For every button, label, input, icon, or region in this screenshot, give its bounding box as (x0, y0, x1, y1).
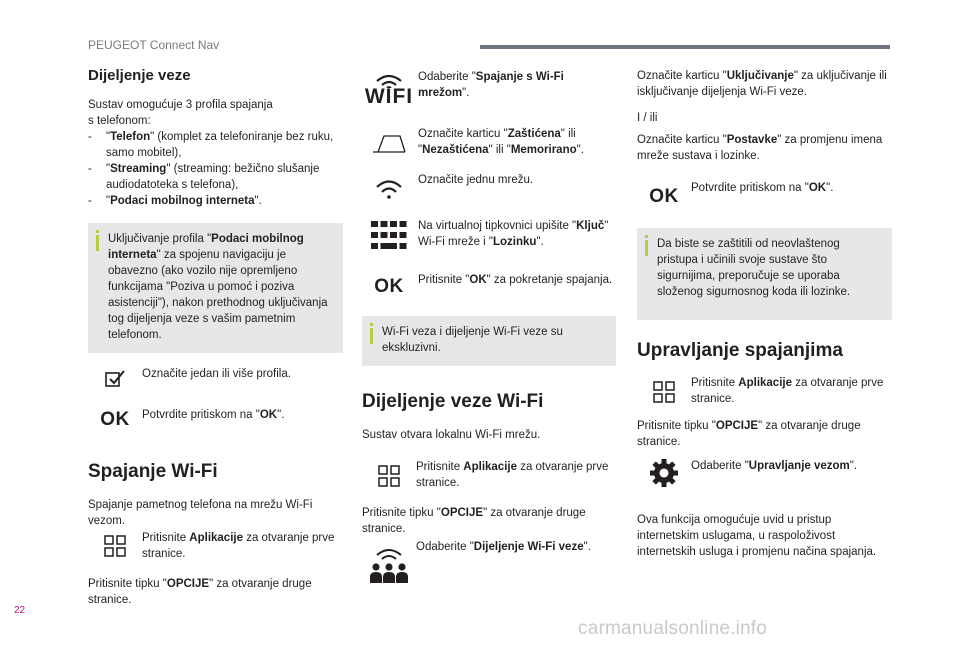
step-row: Pritisnite Aplikacije za otvaranje prve stranice. (362, 459, 616, 493)
intro-text: Sustav omogućuje 3 profila spajanja s telefonom: (88, 99, 273, 127)
step-row: Pritisnite Aplikacije za otvaranje prve stranice. (88, 530, 343, 562)
grid-icon (362, 459, 416, 493)
list-item: - "Streaming" (streaming: bežično slušanje audiodatoteka s telefona), (88, 163, 320, 191)
body-text: Ova funkcija omogućuje uvid u pristup internetskim uslugama, u raspoloživost internetskih usluga i promjenu načina spajanja. (637, 514, 877, 558)
step-row: Odaberite "Dijeljenje Wi-Fi veze". (362, 539, 616, 583)
watermark: carmanualsonline.info (578, 618, 768, 639)
people-icon (362, 539, 416, 583)
tip-note: Wi-Fi veza i dijeljenje Wi-Fi veze su ekskluzivni. (362, 316, 616, 366)
wifi-icon (362, 172, 416, 206)
wifi-intro: Spajanje pametnog telefona na mrežu Wi-Fi vezom. (88, 499, 313, 527)
body-text: Označite karticu "Uključivanje" za uključivanje ili isključivanje dijeljenja Wi-Fi veze. (637, 70, 887, 98)
header-title: PEUGEOT Connect Nav (88, 38, 220, 52)
header-bar (480, 45, 890, 49)
tip-icon (96, 235, 99, 251)
list-item: - "Telefon" (komplet za telefoniranje bez ruku, samo mobitel), (88, 131, 334, 159)
check-icon (88, 366, 142, 392)
column-2 (362, 66, 616, 583)
step-row: OK Potvrdite pritiskom na "OK". (637, 180, 892, 214)
column-1 (88, 66, 343, 608)
grid-icon (88, 530, 142, 562)
tip-note: Da biste se zaštitili od neovlaštenog pristupa i učinili svoje sustave što sigurnijima, preporučuje se uporaba složenog sigurnosnog koda ili lozinke. (637, 228, 892, 320)
ok-icon: OK (100, 409, 130, 430)
section-title-wifi: Spajanje Wi-Fi (88, 461, 218, 482)
options-text: Pritisnite tipku "OPCIJE" za otvaranje druge stranice. (637, 420, 861, 448)
step-row: WIFI Odaberite "Spajanje s Wi-Fi mrežom". (362, 66, 616, 114)
tab-icon (362, 126, 416, 160)
list-item: - "Podaci mobilnog interneta". (88, 195, 262, 207)
ok-icon: OK (649, 186, 679, 207)
section-title-connection-sharing: Dijeljenje veze (88, 67, 191, 84)
tip-note: Uključivanje profila "Podaci mobilnog interneta" za spojenu navigaciju je obavezno (ako vozilo nije opremljeno funkcijama "Poziva u pomoć i poziva asistenciji"), nakon prethodnog uključivanja tog dijeljenja veze s vašim pametnim telefonom. (88, 223, 343, 353)
options-text: Pritisnite tipku "OPCIJE" za otvaranje druge stranice. (362, 507, 586, 535)
step-row: Označite jedan ili više profila. (88, 366, 343, 392)
keyboard-icon (362, 218, 416, 252)
body-text: Označite karticu "Postavke" za promjenu imena mreže sustava i lozinke. (637, 134, 883, 162)
wifi-icon: WIFI (362, 66, 416, 114)
step-row: OK Potvrdite pritiskom na "OK". (88, 407, 343, 433)
tip-icon (645, 240, 648, 256)
tip-icon (370, 328, 373, 344)
section-title-wifi-sharing: Dijeljenje veze Wi-Fi (362, 391, 544, 412)
step-row: Na virtualnoj tipkovnici upišite "Ključ" Wi-Fi mreže i "Lozinku". (362, 218, 616, 252)
section-title-manage-connections: Upravljanje spajanjima (637, 340, 843, 361)
step-row: Odaberite "Upravljanje vezom". (637, 456, 892, 490)
step-row: Označite jednu mrežu. (362, 172, 616, 206)
step-row: Pritisnite Aplikacije za otvaranje prve stranice. (637, 375, 892, 409)
grid-icon (637, 375, 691, 409)
share-intro: Sustav otvara lokalnu Wi-Fi mrežu. (362, 429, 541, 441)
gear-icon (637, 456, 691, 490)
options-text: Pritisnite tipku "OPCIJE" za otvaranje druge stranice. (88, 578, 312, 606)
body-text: I / ili (637, 112, 658, 124)
page-number: 22 (14, 605, 26, 616)
column-3 (637, 66, 892, 560)
step-row: OK Pritisnite "OK" za pokretanje spajanja. (362, 272, 616, 302)
step-row: Označite karticu "Zaštićena" ili "Nezaštićena" ili "Memorirano". (362, 126, 616, 160)
ok-icon: OK (374, 276, 404, 297)
